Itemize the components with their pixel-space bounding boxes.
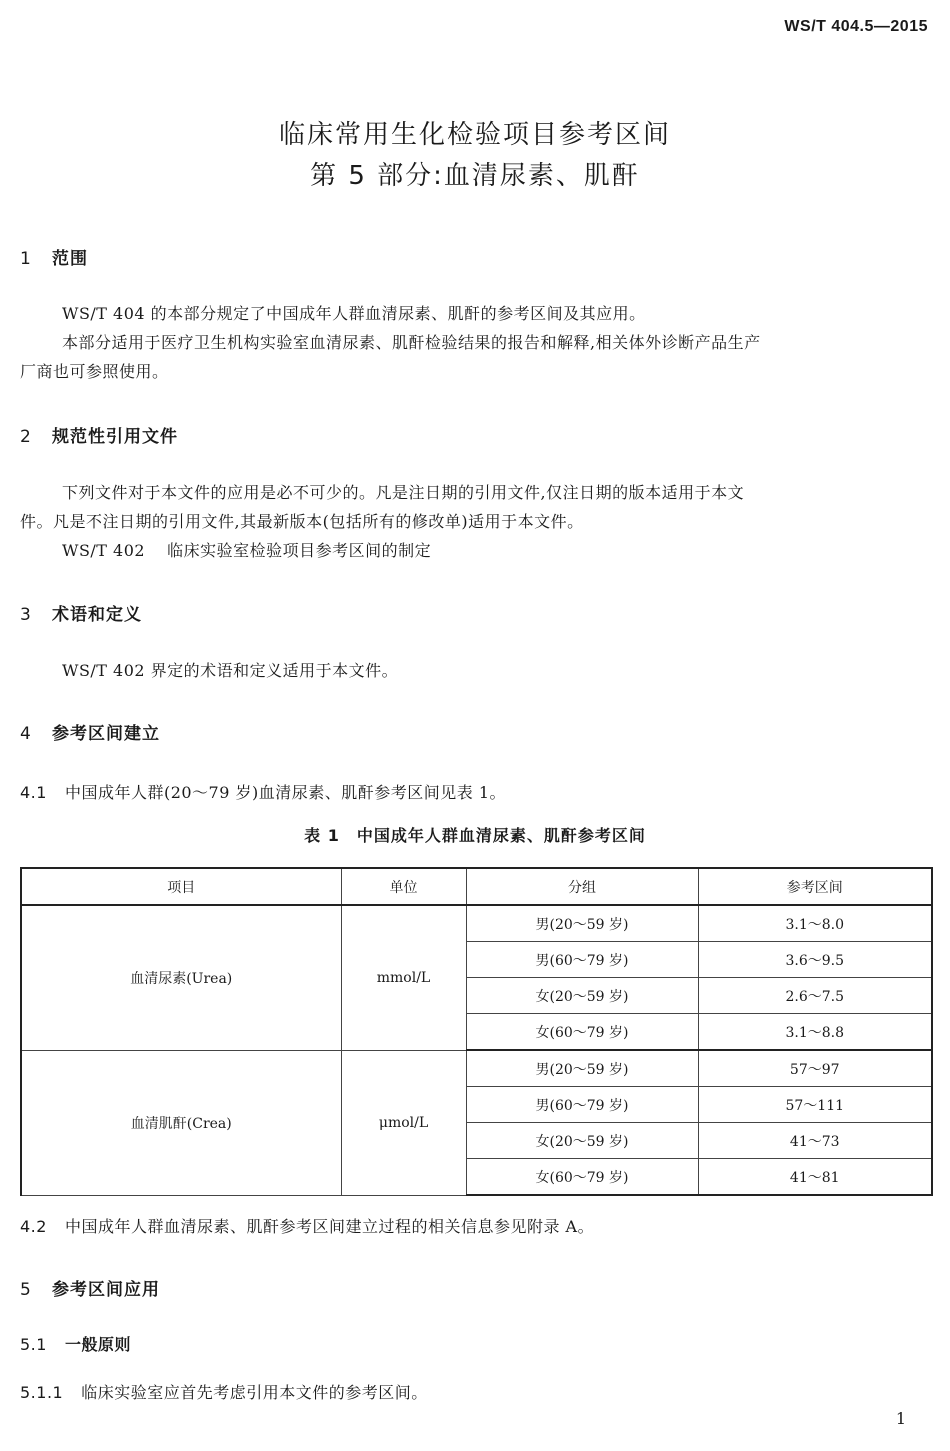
section-1-title: 范围 [52, 249, 88, 269]
group-cell: 女(60～79 岁) [466, 1159, 698, 1196]
group-cell: 男(60～79 岁) [466, 1087, 698, 1123]
section-2-reference [20, 536, 932, 565]
clause-4-2-number: 4.2 [20, 1217, 47, 1236]
section-5-heading [20, 1275, 160, 1300]
clause-5-1-heading: 一般原则 [64, 1335, 131, 1354]
crea-item: 血清肌酐(Crea) [21, 1050, 341, 1195]
crea-unit: μmol/L [341, 1050, 466, 1195]
section-2-ref-title: 临床实验室检验项目参考区间的制定 [167, 541, 432, 560]
section-1-para2-line2: 厂商也可参照使用。 [20, 362, 169, 381]
standard-code: WS/T 404.5—2015 [784, 18, 928, 35]
clause-5-1-number: 5.1 [20, 1335, 47, 1354]
section-3-body [20, 656, 932, 685]
clause-4-1-text: 中国成年人群(20～79 岁)血清尿素、肌酐参考区间见表 1。 [64, 783, 507, 802]
clause-4-2 [20, 1214, 594, 1237]
header-group: 分组 [466, 868, 698, 905]
section-2-heading [20, 422, 178, 447]
table-header-row [21, 868, 932, 905]
section-3-para1: WS/T 402 界定的术语和定义适用于本文件。 [62, 661, 399, 680]
section-1-body [20, 299, 932, 386]
group-cell: 男(20～59 岁) [466, 1050, 698, 1087]
clause-4-1 [20, 780, 506, 803]
group-cell: 女(20～59 岁) [466, 978, 698, 1014]
header-item: 项目 [21, 868, 341, 905]
page-number: 1 [895, 1409, 906, 1428]
section-1-heading [20, 244, 88, 269]
table-row [21, 905, 932, 942]
section-3-number: 3 [20, 605, 32, 625]
section-3-heading [20, 600, 142, 625]
section-4-heading [20, 719, 160, 744]
group-cell: 男(60～79 岁) [466, 942, 698, 978]
clause-4-1-number: 4.1 [20, 783, 47, 802]
clause-5-1 [20, 1332, 131, 1355]
section-2-number: 2 [20, 427, 32, 447]
section-4-title: 参考区间建立 [52, 724, 160, 744]
range-cell: 57～111 [698, 1087, 932, 1123]
clause-5-1-1-text: 临床实验室应首先考虑引用本文件的参考区间。 [81, 1383, 428, 1402]
group-cell: 男(20～59 岁) [466, 905, 698, 942]
group-cell: 女(60～79 岁) [466, 1014, 698, 1051]
reference-interval-table [20, 867, 933, 1196]
header-range: 参考区间 [698, 868, 932, 905]
clause-5-1-1-number: 5.1.1 [20, 1383, 64, 1402]
group-cell: 女(20～59 岁) [466, 1123, 698, 1159]
range-cell: 2.6～7.5 [698, 978, 932, 1014]
range-cell: 41～73 [698, 1123, 932, 1159]
section-2-title: 规范性引用文件 [52, 427, 178, 447]
range-cell: 3.1～8.8 [698, 1014, 932, 1051]
section-2-para1-line2: 件。凡是不注日期的引用文件,其最新版本(包括所有的修改单)适用于本文件。 [20, 512, 584, 531]
document-title-line1: 临床常用生化检验项目参考区间 [278, 120, 671, 150]
section-1-number: 1 [20, 249, 32, 269]
table-caption: 表 1 中国成年人群血清尿素、肌酐参考区间 [304, 826, 646, 845]
section-3-title: 术语和定义 [52, 605, 142, 625]
clause-5-1-1 [20, 1380, 428, 1403]
section-1-para1: WS/T 404 的本部分规定了中国成年人群血清尿素、肌酐的参考区间及其应用。 [62, 304, 646, 323]
section-5-title: 参考区间应用 [52, 1280, 160, 1300]
section-2-ref-code: WS/T 402 [62, 541, 146, 560]
clause-4-2-text: 中国成年人群血清尿素、肌酐参考区间建立过程的相关信息参见附录 A。 [64, 1217, 595, 1236]
section-5-number: 5 [20, 1280, 32, 1300]
section-1-para2-line1: 本部分适用于医疗卫生机构实验室血清尿素、肌酐检验结果的报告和解释,相关体外诊断产品生产 [62, 333, 761, 352]
document-title-line2: 第 5 部分:血清尿素、肌酐 [310, 161, 640, 191]
section-4-number: 4 [20, 724, 32, 744]
section-2-body [20, 478, 932, 565]
section-2-para1-line1: 下列文件对于本文件的应用是必不可少的。凡是注日期的引用文件,仅注日期的版本适用于本文 [62, 483, 745, 502]
header-unit: 单位 [341, 868, 466, 905]
urea-item: 血清尿素(Urea) [21, 905, 341, 1050]
table-row [21, 1050, 932, 1087]
range-cell: 3.1～8.0 [698, 905, 932, 942]
range-cell: 57～97 [698, 1050, 932, 1087]
urea-unit: mmol/L [341, 905, 466, 1050]
range-cell: 3.6～9.5 [698, 942, 932, 978]
range-cell: 41～81 [698, 1159, 932, 1196]
